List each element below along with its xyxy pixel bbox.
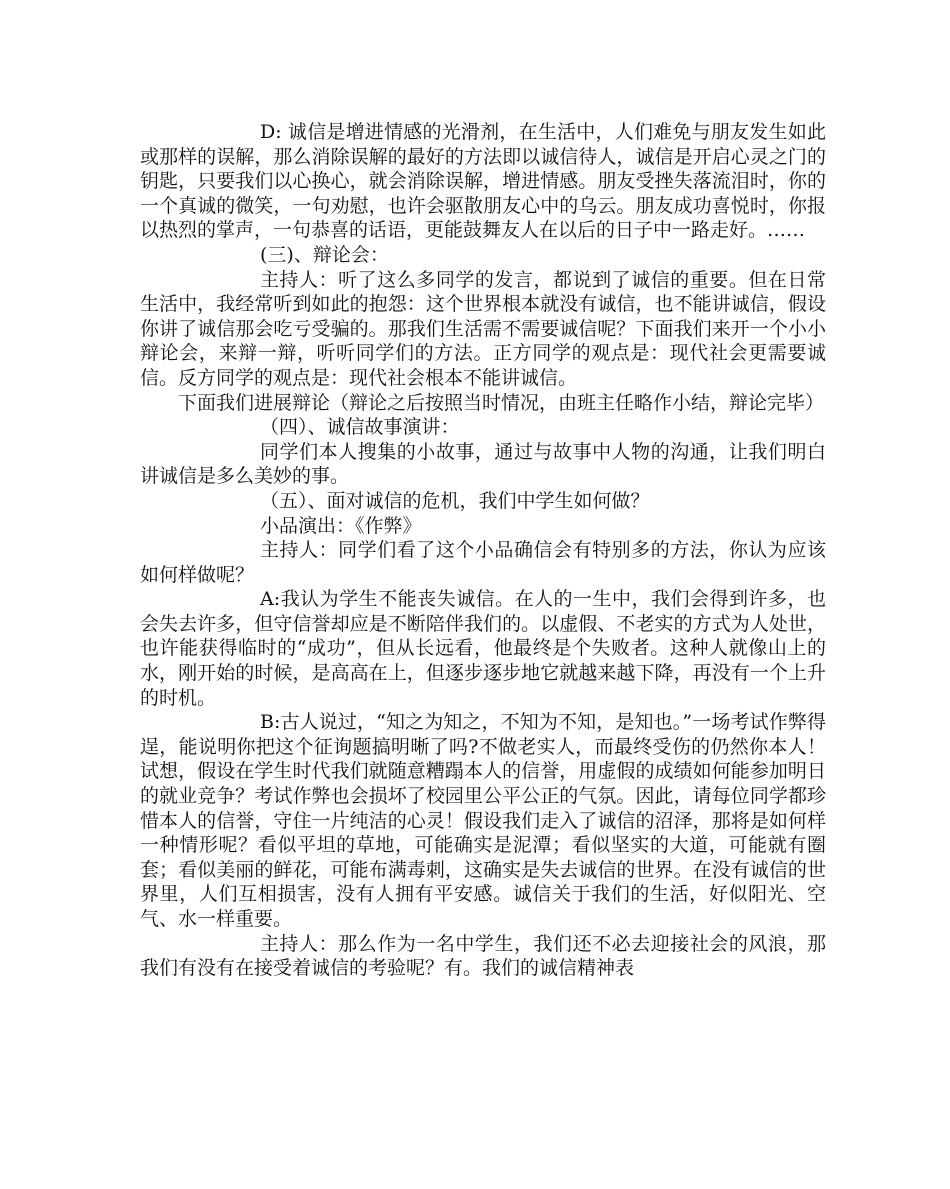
paragraph: D: 诚信是增进情感的光滑剂，在生活中，人们难免与朋友发生如此或那样的误解，那么消除误解的最好的方法即以诚信待人，诚信是开启心灵之门的钥匙，只要我们以心换心，就会消除误解，增进情感。朋友受挫失落流泪时，你的一个真诚的微笑，一句劝慰，也许会驱散朋友心中的乌云。朋友成功喜悦时，你报以热烈的掌声，一句恭喜的话语，更能鼓舞友人在以后的日子中一路走好。…… [140, 121, 826, 242]
document-body [140, 120, 826, 981]
paragraph: 主持人：听了这么多同学的发言，都说到了诚信的重要。但在日常生活中，我经常听到如此的抱怨：这个世界根本就没有诚信，也不能讲诚信，假设你讲了诚信那会吃亏受骗的。那我们生活需不需要诚信呢？下面我们来开一个小小辩论会，来辩一辩，听听同学们的方法。正方同学的观点是：现代社会更需要诚信。反方同学的观点是：现代社会根本不能讲诚信。 [140, 268, 826, 389]
paragraph: A:我认为学生不能丧失诚信。在人的一生中，我们会得到许多，也会失去许多，但守信誉却应是不断陪伴我们的。以虚假、不老实的方式为人处世，也许能获得临时的“成功”，但从长远看，他最终是个失败者。这种人就像山上的水，刚开始的时候，是高高在上，但逐步逐步地它就越来越下降，再没有一个上升的时机。 [140, 588, 826, 709]
paragraph: B:古人说过，“知之为知之，不知为不知，是知也。”一场考试作弊得逞，能说明你把这个征询题搞明晰了吗?不做老实人，而最终受伤的仍然你本人！试想，假设在学生时代我们就随意糟蹋本人的信誉，用虚假的成绩如何能参加明日的就业竞争？考试作弊也会损坏了校园里公平公正的气氛。因此，请每位同学都珍惜本人的信誉，守住一片纯洁的心灵！假设我们走入了诚信的沼泽，那将是如何样一种情形呢？看似平坦的草地，可能确实是泥潭；看似坚实的大道，可能就有圈套；看似美丽的鲜花，可能布满毒刺，这确实是失去诚信的世界。在没有诚信的世界里，人们互相损害，没有人拥有平安感。诚信关于我们的生活，好似阳光、空气、水一样重要。 [140, 711, 826, 930]
section-heading: (三)、辩论会： [260, 243, 389, 266]
section-heading: （五）、面对诚信的危机，我们中学生如何做？ [260, 489, 650, 512]
section-heading: （四）、诚信故事演讲： [260, 416, 460, 439]
paragraph: 同学们本人搜集的小故事，通过与故事中人物的沟通，让我们明白讲诚信是多么美妙的事。 [140, 440, 826, 488]
paragraph: 主持人：那么作为一名中学生，我们还不必去迎接社会的风浪，那我们有没有在接受着诚信的考验呢？有。我们的诚信精神表 [140, 932, 826, 980]
paragraph: 下面我们进展辩论（辩论之后按照当时情况，由班主任略作小结，辩论完毕） [178, 391, 825, 414]
paragraph: 小品演出：《作弊》 [260, 514, 422, 537]
paragraph: 主持人：同学们看了这个小品确信会有特别多的方法，你认为应该如何样做呢？ [140, 539, 826, 586]
